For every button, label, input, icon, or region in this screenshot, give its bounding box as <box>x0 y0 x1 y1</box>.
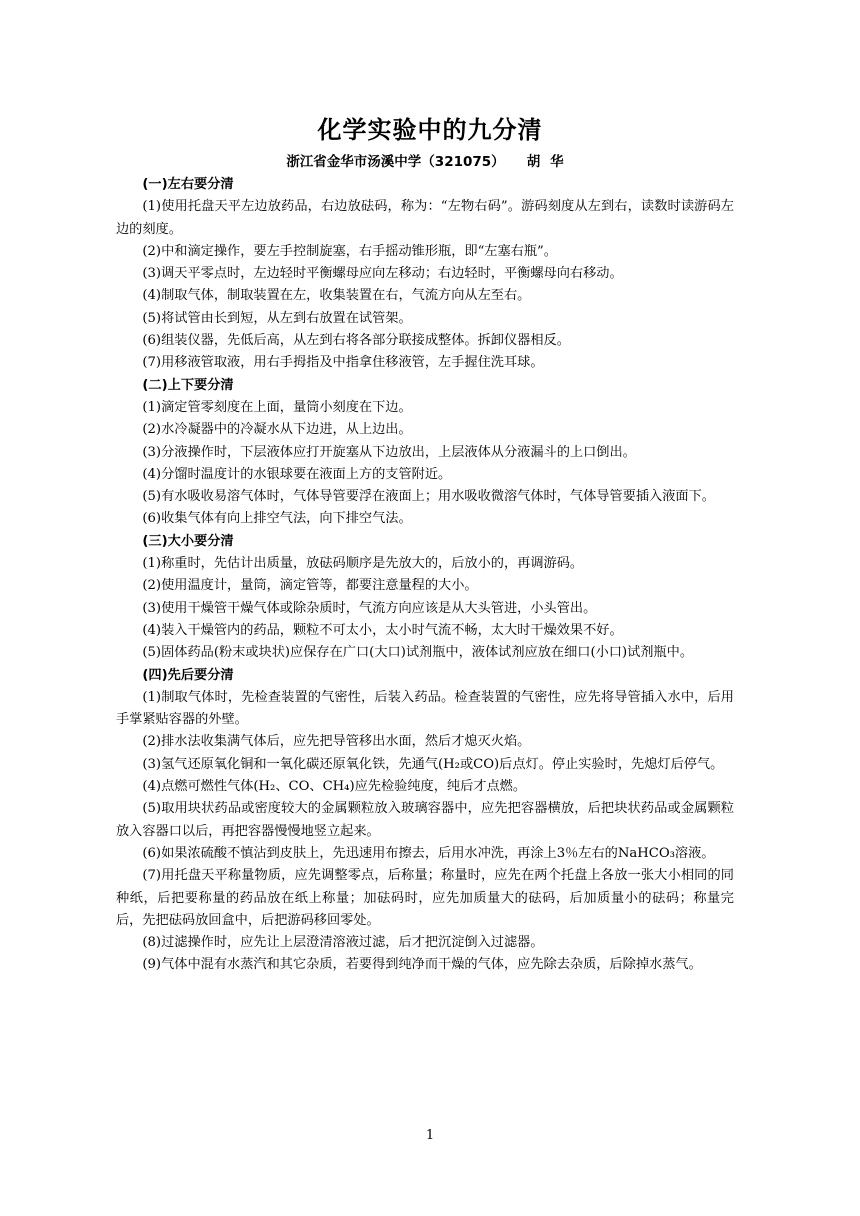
section-item: (5)将试管由长到短，从左到右放置在试管架。 <box>142 310 412 326</box>
section-item: (2)使用温度计，量筒，滴定管等，都要注意量程的大小。 <box>142 578 478 594</box>
section-item: (7)用托盘天平称量物质，应先调整零点，后称量；称量时，应先在两个托盘上各放一张大小相同的同种纸，后把要称量的药品放在纸上称量；加砝码时，应先加质量大的砝码，后加质量小的砝码；称量完后，先把砝码放回盒中，后把游码移回零处。 <box>116 868 734 928</box>
document-title: 化学实验中的九分清 <box>317 116 543 144</box>
section-item: (2)水冷凝器中的冷凝水从下边进，从上边出。 <box>142 422 412 438</box>
section-item: (1)称重时，先估计出质量，放砝码顺序是先放大的，后放小的，再调游码。 <box>142 556 584 572</box>
section-item: (1)制取气体时，先检查装置的气密性，后装入药品。检查装置的气密性，应先将导管插入水中，后用手掌紧贴容器的外壁。 <box>116 689 734 728</box>
section-item: (1)滴定管零刻度在上面，量筒小刻度在下边。 <box>142 399 412 415</box>
section-heading: (二)上下要分清 <box>142 377 234 393</box>
document-subtitle <box>0 150 860 170</box>
section-item: (8)过滤操作时，应先让上层澄清溶液过滤，后才把沉淀倒入过滤器。 <box>142 935 544 951</box>
school-affiliation: 浙江省金华市汤溪中学（321075） <box>286 154 505 170</box>
document-body <box>116 174 734 977</box>
page-number: 1 <box>425 1128 435 1143</box>
section-item: (3)调天平零点时，左边轻时平衡螺母应向左移动；右边轻时，平衡螺母向右移动。 <box>142 266 623 282</box>
section-item: (9)气体中混有水蒸汽和其它杂质，若要得到纯净而干燥的气体，应先除去杂质，后除掉水蒸气。 <box>142 957 702 973</box>
section-item: (4)装入干燥管内的药品，颗粒不可太小，太小时气流不畅，太大时干燥效果不好。 <box>142 622 623 638</box>
section-item: (6)组装仪器，先低后高，从左到右将各部分联接成整体。拆卸仪器相反。 <box>142 333 570 349</box>
section-item: (4)分馏时温度计的水银球要在液面上方的支管附近。 <box>142 466 452 482</box>
section-item: (2)中和滴定操作，要左手控制旋塞，右手摇动锥形瓶，即“左塞右瓶”。 <box>142 243 557 259</box>
author-name: 胡华 <box>526 154 574 170</box>
section-item: (5)有水吸收易溶气体时，气体导管要浮在液面上；用水吸收微溶气体时，气体导管要插入液面下。 <box>142 489 715 505</box>
section-heading: (三)大小要分清 <box>142 533 234 549</box>
section-item: (5)取用块状药品或密度较大的金属颗粒放入玻璃容器中，应先把容器横放，后把块状药品或金属颗粒放入容器口以后，再把容器慢慢地竖立起来。 <box>116 801 734 839</box>
section-item: (4)制取气体，制取装置在左，收集装置在右，气流方向从左至右。 <box>142 288 531 304</box>
section-item: (3)分液操作时，下层液体应打开旋塞从下边放出，上层液体从分液漏斗的上口倒出。 <box>142 444 636 460</box>
section-item: (7)用移液管取液，用右手拇指及中指拿住移液管，左手握住洗耳球。 <box>142 355 544 371</box>
section-item: (4)点燃可燃性气体(H₂、CO、CH₄)应先检验纯度，纯后才点燃。 <box>142 779 527 795</box>
section-item: (1)使用托盘天平左边放药品，右边放砝码，称为：“左物右码”。游码刻度从左到右，读数时读游码左边的刻度。 <box>116 199 734 237</box>
section-item: (6)如果浓硫酸不慎沾到皮肤上，先迅速用布擦去，后用水冲洗，再涂上3％左右的NaHCO₃溶液。 <box>142 845 715 861</box>
section-heading: (一)左右要分清 <box>142 177 234 192</box>
section-item: (2)排水法收集满气体后，应先把导管移出水面，然后才熄灭火焰。 <box>142 734 531 750</box>
section-item: (3)氢气还原氧化铜和一氧化碳还原氧化铁，先通气(H₂或CO)后点灯。停止实验时，先熄灯后停气。 <box>142 756 724 772</box>
section-item: (3)使用干燥管干燥气体或除杂质时，气流方向应该是从大头管进，小头管出。 <box>142 600 597 616</box>
section-item: (6)收集气体有向上排空气法，向下排空气法。 <box>142 511 412 527</box>
section-heading: (四)先后要分清 <box>142 667 234 683</box>
section-item: (5)固体药品(粉末或块状)应保存在广口(大口)试剂瓶中，液体试剂应放在细口(小口)试剂瓶中。 <box>142 645 694 661</box>
